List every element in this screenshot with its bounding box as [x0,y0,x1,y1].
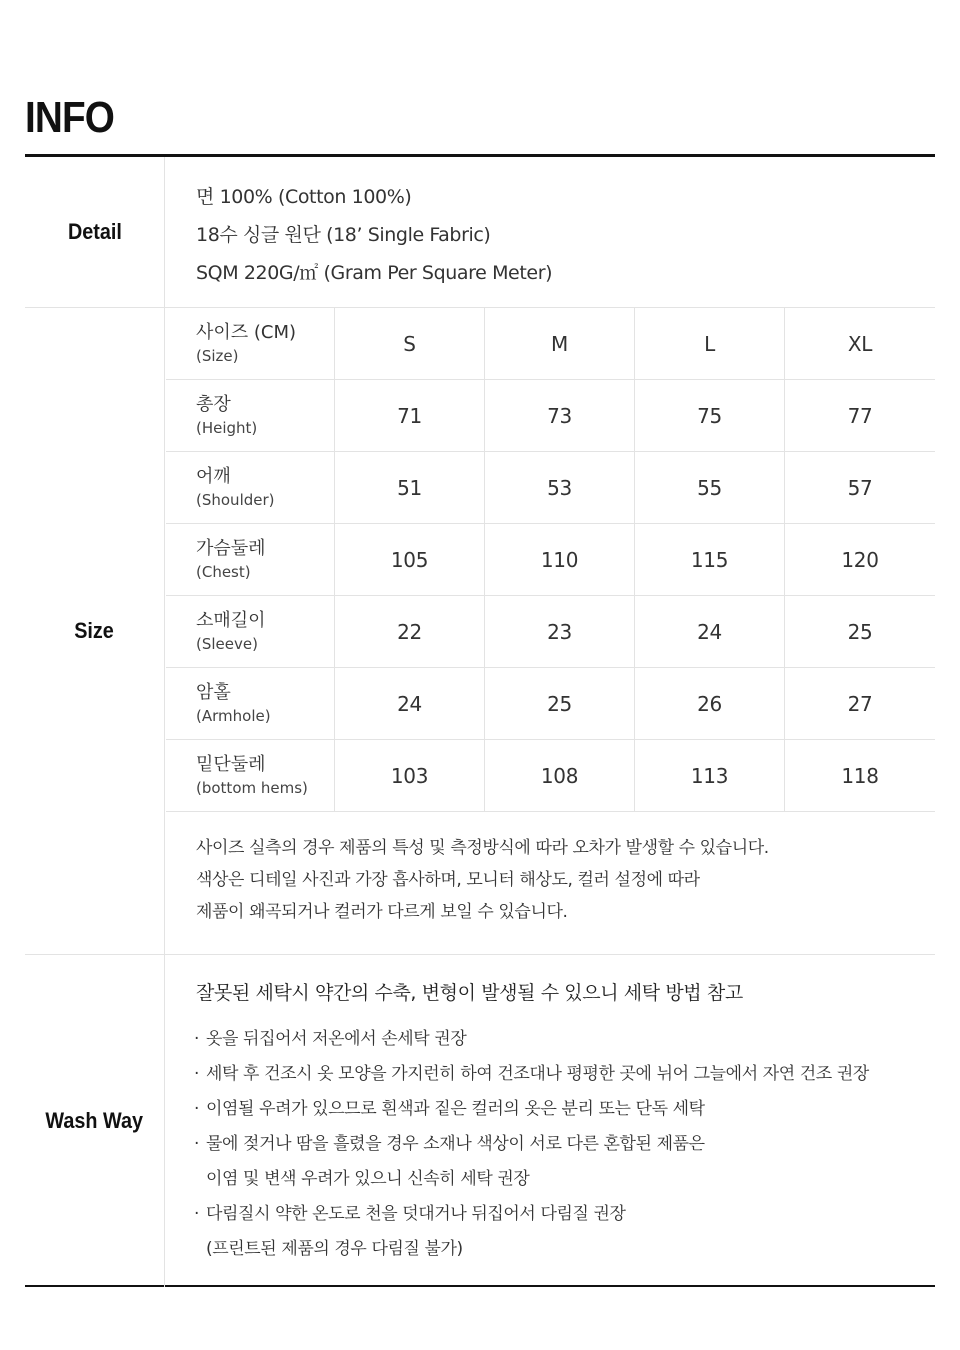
wash-item [194,1197,869,1232]
label-en: (Height) [196,419,258,437]
size-value-cell: 25 [847,620,873,644]
label-en: (bottom hems) [196,779,308,797]
info-table [25,154,935,1287]
size-row [166,596,935,668]
size-header-label [166,308,335,380]
size-value-cell: 71 [335,380,485,452]
wash-item-text: 다림질시 약한 온도로 천을 덧대거나 뒤집어서 다림질 권장 [206,1204,626,1224]
size-value-cell: 113 [635,740,785,812]
size-row [166,452,935,524]
size-row-label [166,380,335,452]
size-value-cell: 53 [485,452,635,524]
size-value-cell: 57 [847,476,873,500]
wash-item-text: 세탁 후 건조시 옷 모양을 가지런히 하여 건조대나 평평한 곳에 뉘어 그늘에서 자연 건조 권장 [206,1064,869,1084]
size-value-cell: 105 [335,524,485,596]
detail-line: 18수 싱글 원단 (18’ Single Fabric) [196,224,491,246]
label-en: (Shoulder) [196,491,275,509]
size-row [166,524,935,596]
label-en: (Sleeve) [196,635,258,653]
size-value-cell: 26 [635,668,785,740]
size-value-cell: 110 [485,524,635,596]
note-line: 사이즈 실측의 경우 제품의 특성 및 측정방식에 따라 오차가 발생할 수 있습니다. [196,838,769,858]
wash-label-cell [25,955,165,1287]
size-value-cell: 25 [485,668,635,740]
size-notes [196,832,769,928]
wash-content [166,955,935,1287]
size-col-header: M [485,308,635,380]
size-value-cell: 27 [847,692,873,716]
size-row-label [166,596,335,668]
wash-item [194,1162,869,1197]
wash-list [194,1022,869,1267]
wash-item-text: 물에 젖거나 땀을 흘렸을 경우 소재나 색상이 서로 다른 혼합된 제품은 [206,1134,705,1154]
size-row [166,668,935,740]
wash-section [25,955,935,1287]
detail-label-cell [25,157,165,307]
size-row [166,740,935,812]
size-table [166,308,935,812]
label-ko: 가슴둘레 [196,538,266,559]
label-en: (Armhole) [196,707,271,725]
size-value-cell: 75 [635,380,785,452]
size-value-cell: 103 [335,740,485,812]
detail-section [25,157,935,308]
size-value-cell: 24 [335,668,485,740]
size-value-cell: 77 [847,404,873,428]
detail-label: Detail [67,219,122,244]
size-value-cell: 120 [841,548,879,572]
size-col-header: L [635,308,785,380]
page-title: INFO [25,93,114,142]
size-section [25,308,935,955]
bullet-icon: · [194,1064,200,1084]
size-row-label [166,740,335,812]
size-row-label [166,452,335,524]
size-col-header: XL [847,332,873,356]
size-value-cell: 108 [485,740,635,812]
size-label-cell [25,308,165,954]
label-ko: 사이즈 (CM) [196,322,297,343]
label-ko: 총장 [196,394,231,415]
wash-heading: 잘못된 세탁시 약간의 수축, 변형이 발생될 수 있으니 세탁 방법 참고 [196,982,743,1004]
wash-item-text: 옷을 뒤집어서 저온에서 손세탁 권장 [206,1029,467,1049]
label-ko: 밑단둘레 [196,754,266,775]
size-value-cell: 22 [335,596,485,668]
bullet-icon: · [194,1099,200,1119]
size-label: Size [74,618,115,643]
size-row-label [166,668,335,740]
wash-item-text: (프린트된 제품의 경우 다림질 불가) [206,1239,463,1259]
label-ko: 어깨 [196,466,231,487]
size-row [166,380,935,452]
size-col-header: S [335,308,485,380]
label-en: (Size) [196,347,239,365]
label-ko: 소매길이 [196,610,266,631]
size-header-row [166,308,935,380]
label-ko: 암홀 [196,682,231,703]
wash-item [194,1057,869,1092]
wash-item [194,1092,869,1127]
wash-label: Wash Way [45,1108,144,1133]
size-value-cell: 115 [635,524,785,596]
size-value-cell: 55 [635,452,785,524]
note-line: 제품이 왜곡되거나 컬러가 다르게 보일 수 있습니다. [196,902,568,922]
size-value-cell: 51 [335,452,485,524]
wash-item [194,1022,869,1057]
bullet-icon: · [194,1134,200,1154]
size-row-label [166,524,335,596]
size-value-cell: 24 [635,596,785,668]
detail-line: SQM 220G/㎡ (Gram Per Square Meter) [196,262,553,284]
wash-item [194,1232,869,1267]
size-content [166,308,935,954]
size-value-cell: 23 [485,596,635,668]
detail-line: 면 100% (Cotton 100%) [196,186,412,208]
size-value-cell: 73 [485,380,635,452]
wash-item [194,1127,869,1162]
bullet-icon: · [194,1204,200,1224]
size-value-cell: 118 [841,764,879,788]
detail-content [166,157,935,307]
wash-item-text: 이염될 우려가 있으므로 흰색과 짙은 컬러의 옷은 분리 또는 단독 세탁 [206,1099,705,1119]
wash-item-text: 이염 및 변색 우려가 있으니 신속히 세탁 권장 [206,1169,530,1189]
bullet-icon: · [194,1029,200,1049]
note-line: 색상은 디테일 사진과 가장 흡사하며, 모니터 해상도, 컬러 설정에 따라 [196,870,700,890]
label-en: (Chest) [196,563,251,581]
